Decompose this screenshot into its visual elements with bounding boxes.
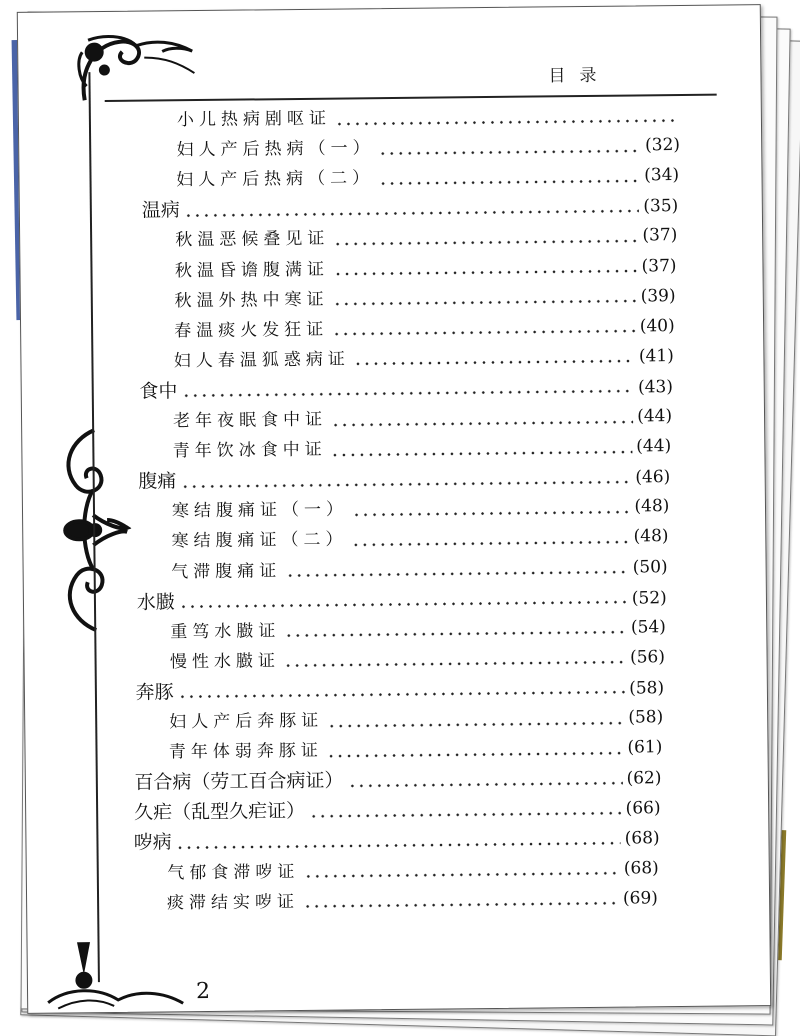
toc-entry-title: 青年饮冰食中证 [172,439,327,462]
toc-entry-page: (44) [637,406,673,427]
toc-dot-leader [327,721,624,727]
toc-entry-page: (48) [634,496,670,517]
toc-dot-leader [333,300,637,306]
toc-entry-title: 久疟（乱型久疟证） [133,800,306,825]
toc-dot-leader [180,480,631,488]
toc-entry-page: (54) [630,616,666,638]
toc-dot-leader [184,209,640,217]
toc-entry-page: (58) [629,678,665,699]
toc-entry-title: 秋温恶候叠见证 [175,229,330,251]
toc-entry-title: 重笃水臌证 [170,620,281,643]
toc-entry-page: (48) [633,526,669,547]
toc-entry-page: (34) [644,165,680,186]
toc-dot-leader [354,360,635,366]
toc-entry-title: 妇人产后热病（二） [176,168,375,191]
toc-entry-page: (62) [626,768,662,789]
toc-entry-title: 百合病（劳工百合病证） [134,769,344,794]
toc-entry-title: 痰滞结实哕证 [166,891,300,913]
toc-entry-title: 慢性水臌证 [169,650,281,673]
toc-entry-page: (68) [623,857,659,879]
toc-entry-title: 妇人产后热病（一） [176,138,375,161]
toc-entry-title: 小儿热病剧呕证 [176,108,332,131]
toc-entry-page: (56) [629,646,666,668]
toc-dot-leader [284,661,626,668]
toc-dot-leader [327,751,624,757]
toc-entry-title: 青年体弱奔豚证 [168,740,323,763]
toc-dot-leader [331,450,633,456]
toc-entry-page: (52) [631,587,667,609]
toc-entry-title: 寒结腹痛证（一） [171,499,349,522]
toc-entry-page: (46) [635,467,671,488]
toc-dot-leader [178,691,626,699]
toc-entry-title: 水臌 [136,590,175,614]
toc-entry-page: (43) [637,376,674,398]
toc-dot-leader [333,239,638,245]
toc-entry-page: (66) [625,798,661,819]
toc-dot-leader [378,179,640,185]
toc-entry-title: 气郁食滞哕证 [167,861,300,883]
toc-entry-title: 春温痰火发狂证 [174,319,329,341]
toc-dot-leader [352,510,631,516]
toc-entry-title: 妇人产后奔豚证 [169,710,324,733]
toc-dot-leader [331,420,633,426]
running-header-title: 目录 [548,65,611,87]
toc-dot-leader [179,601,628,609]
toc-dot-leader [284,631,627,638]
toc-entry-title: 腹痛 [138,470,177,493]
toc-dot-leader [303,872,620,878]
toc-entry-page: (69) [622,887,658,909]
toc-entry-title: 食中 [139,380,178,403]
toc-entry-title: 秋温昏谵腹满证 [174,259,330,281]
toc-entry-page: (37) [641,255,677,276]
toc-entry-title: 气滞腹痛证 [171,560,282,582]
toc-entry-page: (41) [638,345,674,367]
page-number: 2 [195,978,211,1005]
toc-entry-page: (40) [639,315,675,337]
toc-entry-title: 秋温外热中寒证 [174,289,329,311]
toc-entry-page: (35) [643,196,679,217]
toc-dot-leader [379,149,642,155]
toc-dot-leader [347,781,622,787]
toc-dot-leader [352,540,630,546]
toc-entry-page: (32) [644,135,681,156]
toc-entry-page: (50) [632,556,668,578]
toc-entry-page: (37) [642,225,678,246]
toc-dot-leader [335,119,677,126]
toc-entry-title: 老年夜眠食中证 [172,409,328,432]
toc-dot-leader [181,390,634,398]
toc-dot-leader [303,902,619,908]
toc-dot-leader [285,571,629,578]
toc-entry-title: 哕病 [133,831,172,855]
toc-entry-page: (58) [628,707,664,728]
toc-entry-page: (68) [624,828,660,849]
toc-entry-title: 寒结腹痛证（二） [171,529,348,552]
toc-entry-title: 奔豚 [135,681,174,704]
toc-dot-leader [333,269,638,275]
toc-dot-leader [332,330,636,336]
toc-entry-page: (44) [636,436,672,457]
toc-page [17,4,771,1014]
toc-dot-leader [176,842,621,850]
toc-entry-title: 妇人春温狐惑病证 [173,349,350,372]
toc-list [18,5,770,1013]
toc-entry[interactable] [167,883,658,918]
toc-dot-leader [309,811,622,817]
toc-entry-title: 温病 [141,199,180,222]
toc-entry-page: (61) [627,737,663,758]
toc-entry-page: (39) [640,285,676,306]
